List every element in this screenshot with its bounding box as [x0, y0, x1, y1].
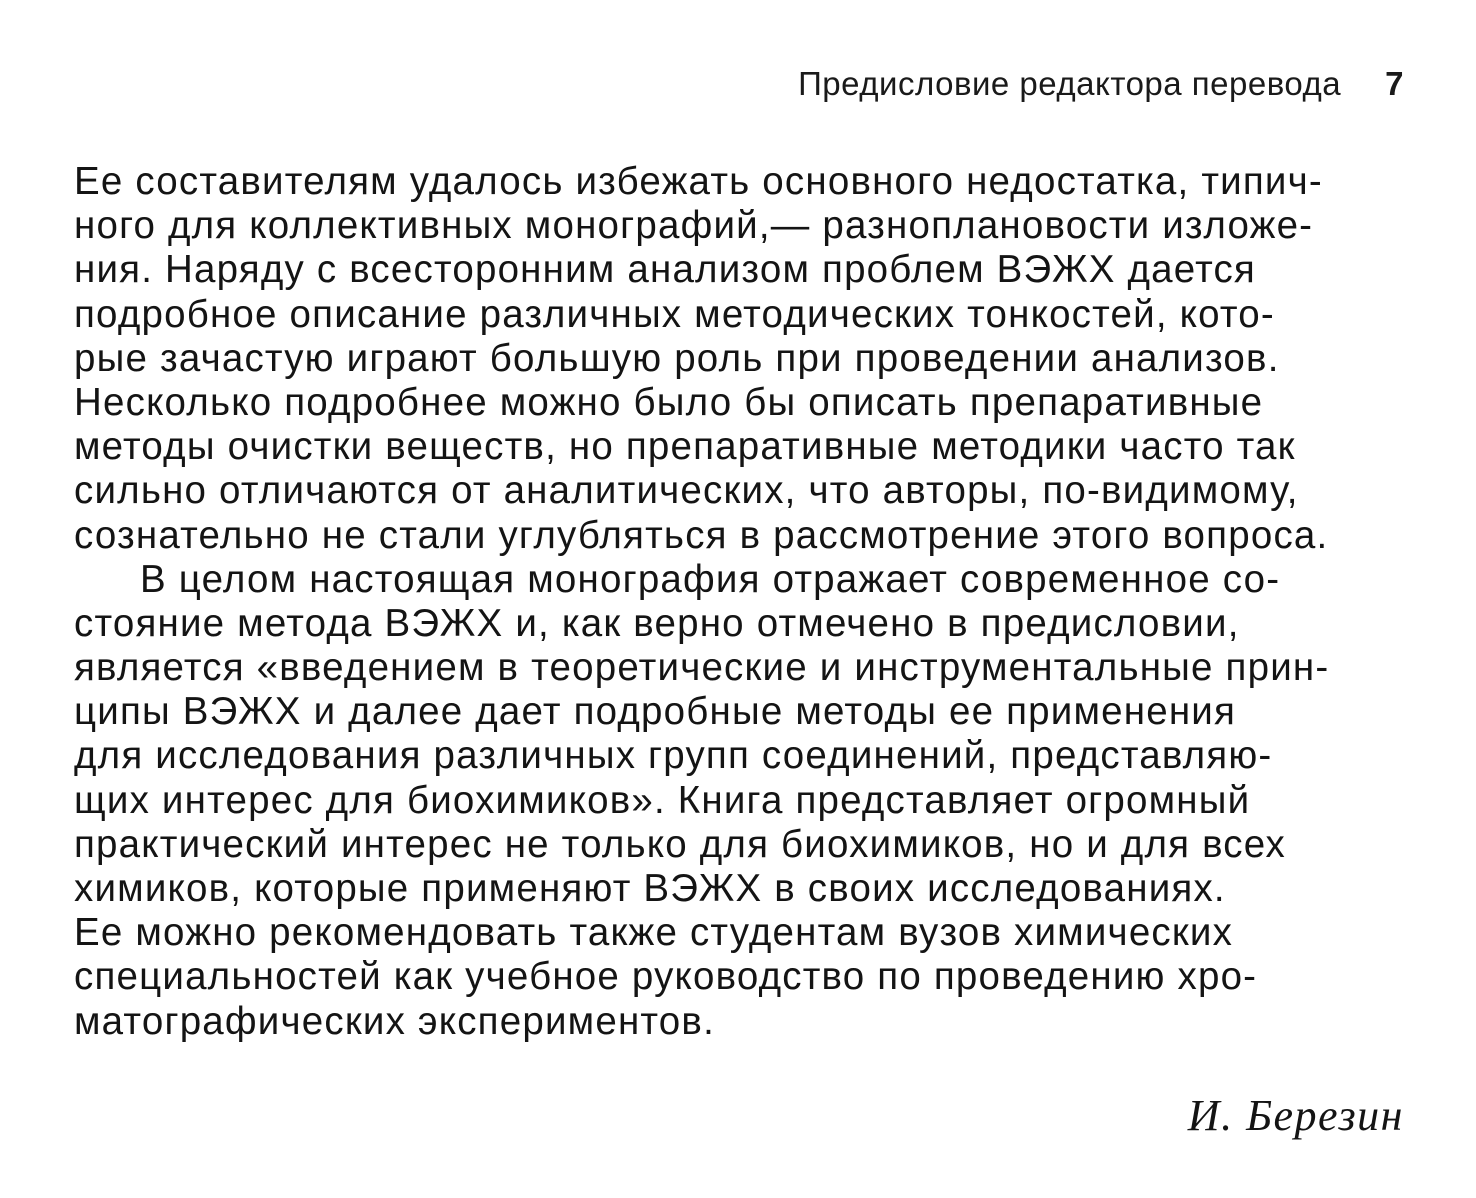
author-signature: И. Березин: [1187, 1091, 1404, 1140]
text-line: ного для коллективных монографий,— разноплановости изложе-: [74, 204, 1314, 248]
text-line: методы очистки веществ, но препаративные методики часто так: [74, 425, 1296, 469]
paragraph-2: [74, 558, 1402, 1044]
paragraph-1: [74, 160, 1402, 558]
text-line: Несколько подробнее можно было бы описать препаративные: [74, 380, 1264, 424]
text-line: специальностей как учебное руководство по проведению хро-: [74, 955, 1258, 999]
body-text: [74, 160, 1402, 1044]
text-line: Ее можно рекомендовать также студентам вузов химических: [74, 911, 1234, 955]
running-head-title: Предисловие редактора перевода: [798, 65, 1342, 102]
text-line: рые зачастую играют большую роль при проведении анализов.: [74, 336, 1280, 380]
text-line: ния. Наряду с всесторонним анализом проблем ВЭЖХ дается: [74, 248, 1256, 292]
running-head: [798, 62, 1404, 106]
text-line: является «введением в теоретические и инструментальные прин-: [74, 646, 1330, 690]
text-line: практический интерес не только для биохимиков, но и для всех: [74, 822, 1286, 866]
page-number: 7: [1385, 65, 1404, 102]
text-line: химиков, которые применяют ВЭЖХ в своих исследованиях.: [74, 867, 1226, 910]
text-line: матографических экспериментов.: [74, 999, 715, 1043]
text-line: сознательно не стали углубляться в рассмотрение этого вопроса.: [74, 513, 1329, 557]
text-line: подробное описание различных методических тонкостей, кото-: [74, 292, 1275, 336]
text-line: В целом настоящая монография отражает современное со-: [140, 557, 1281, 601]
text-line: щих интерес для биохимиков». Книга представляет огромный: [74, 778, 1251, 822]
text-line: стояние метода ВЭЖХ и, как верно отмечено в предисловии,: [74, 601, 1240, 645]
text-line: сильно отличаются от аналитических, что авторы, по-видимому,: [74, 469, 1299, 513]
text-line: ципы ВЭЖХ и далее дает подробные методы ее применения: [74, 690, 1237, 734]
text-line: для исследования различных групп соединений, представляю-: [74, 734, 1273, 778]
text-line: Ее составителям удалось избежать основного недостатка, типич-: [74, 160, 1323, 203]
